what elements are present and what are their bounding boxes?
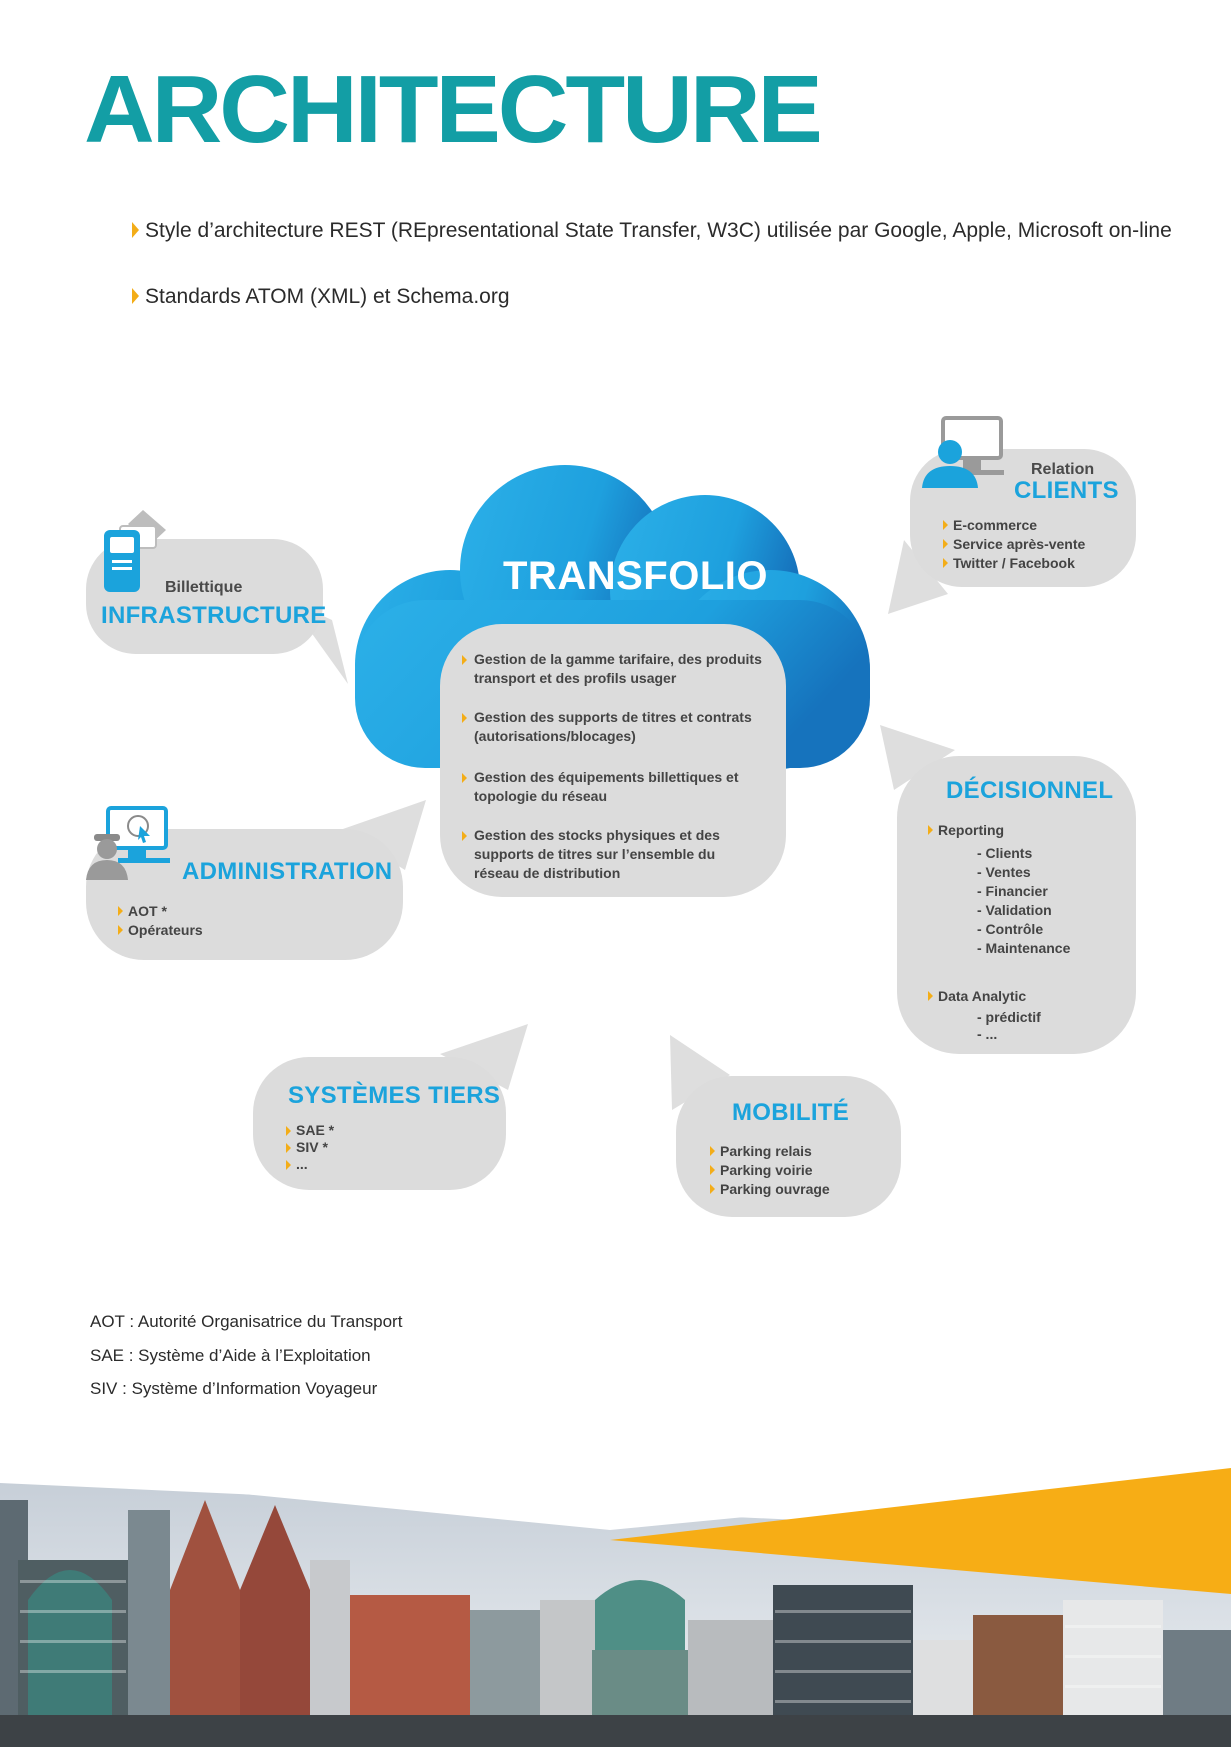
list-item: SIV *: [286, 1139, 334, 1156]
orange-bullet-icon: [928, 991, 933, 1001]
orange-bullet-icon: [462, 831, 467, 841]
orange-bullet-icon: [943, 520, 948, 530]
transfolio-function-list: [462, 650, 762, 903]
list-item: E-commerce: [943, 516, 1085, 535]
list-item: - Clients: [977, 845, 1033, 861]
list-item: Parking voirie: [710, 1161, 830, 1180]
clients-title: CLIENTS: [1014, 477, 1119, 504]
systemes-tiers-title: SYSTÈMES TIERS: [288, 1082, 501, 1109]
list-item: AOT *: [118, 902, 203, 921]
orange-bullet-icon: [928, 825, 933, 835]
page-title: ARCHITECTURE: [84, 56, 820, 163]
list-item: - Contrôle: [977, 921, 1044, 937]
decisionnel-analytic: [928, 987, 1026, 1006]
decisionnel-reporting: [928, 821, 1004, 840]
footnote-aot: AOT : Autorité Organisatrice du Transport: [90, 1312, 403, 1331]
systemes-tiers-list: [286, 1122, 334, 1173]
mobilite-title: MOBILITÉ: [732, 1099, 850, 1126]
orange-bullet-icon: [286, 1126, 291, 1136]
list-item: Gestion des stocks physiques et des supports de titres sur l’ensemble du réseau de distribution: [462, 826, 762, 883]
infrastructure-subtitle: Billettique: [165, 579, 243, 596]
decisionnel-analytic-list: [977, 1009, 1041, 1043]
administration-title: ADMINISTRATION: [182, 858, 393, 885]
orange-bullet-icon: [462, 713, 467, 723]
list-item: - prédictif: [977, 1009, 1041, 1025]
mobilite-list: [710, 1142, 830, 1199]
clients-subtitle: Relation: [1031, 461, 1095, 478]
list-item: - Maintenance: [977, 940, 1071, 956]
intro-bullet-atom: Standards ATOM (XML) et Schema.org: [132, 285, 510, 309]
orange-bullet-icon: [286, 1160, 291, 1170]
orange-bullet-icon: [286, 1143, 291, 1153]
footnote-sae: SAE : Système d’Aide à l’Exploitation: [90, 1346, 371, 1365]
list-item: Gestion de la gamme tarifaire, des produits transport et des profils usager: [462, 650, 762, 688]
orange-bullet-icon: [710, 1146, 715, 1156]
orange-bullet-icon: [710, 1165, 715, 1175]
decisionnel-title: DÉCISIONNEL: [946, 777, 1114, 804]
list-item: Gestion des supports de titres et contrats (autorisations/blocages): [462, 708, 762, 746]
clients-list: [943, 516, 1085, 573]
list-item: Opérateurs: [118, 921, 203, 940]
list-item: - Ventes: [977, 864, 1031, 880]
list-item: Data Analytic: [928, 987, 1026, 1006]
administration-list: [118, 902, 203, 940]
list-item: - Financier: [977, 883, 1048, 899]
intro-bullet-rest: Style d’architecture REST (REpresentational State Transfer, W3C) utilisée par Google, Apple, Microsoft on-line: [132, 219, 1172, 243]
orange-bullet-icon: [943, 539, 948, 549]
list-item: - Validation: [977, 902, 1052, 918]
orange-bullet-icon: [118, 925, 123, 935]
list-item: Service après-vente: [943, 535, 1085, 554]
city-skyline-photo: [0, 1440, 1231, 1747]
list-item: Parking relais: [710, 1142, 830, 1161]
list-item: Gestion des équipements billettiques et topologie du réseau: [462, 768, 762, 806]
decisionnel-reporting-list: [977, 844, 1070, 958]
list-item: ...: [286, 1156, 334, 1173]
orange-bullet-icon: [462, 655, 467, 665]
transfolio-title: TRANSFOLIO: [503, 554, 768, 598]
orange-bullet-icon: [462, 773, 467, 783]
orange-bullet-icon: [710, 1184, 715, 1194]
footnote-siv: SIV : Système d’Information Voyageur: [90, 1379, 378, 1398]
list-item: SAE *: [286, 1122, 334, 1139]
list-item: Twitter / Facebook: [943, 554, 1085, 573]
orange-bullet-icon: [118, 906, 123, 916]
list-item: Reporting: [928, 821, 1004, 840]
orange-bullet-icon: [943, 558, 948, 568]
infrastructure-title: INFRASTRUCTURE: [101, 602, 327, 629]
list-item: - ...: [977, 1026, 998, 1042]
list-item: Parking ouvrage: [710, 1180, 830, 1199]
